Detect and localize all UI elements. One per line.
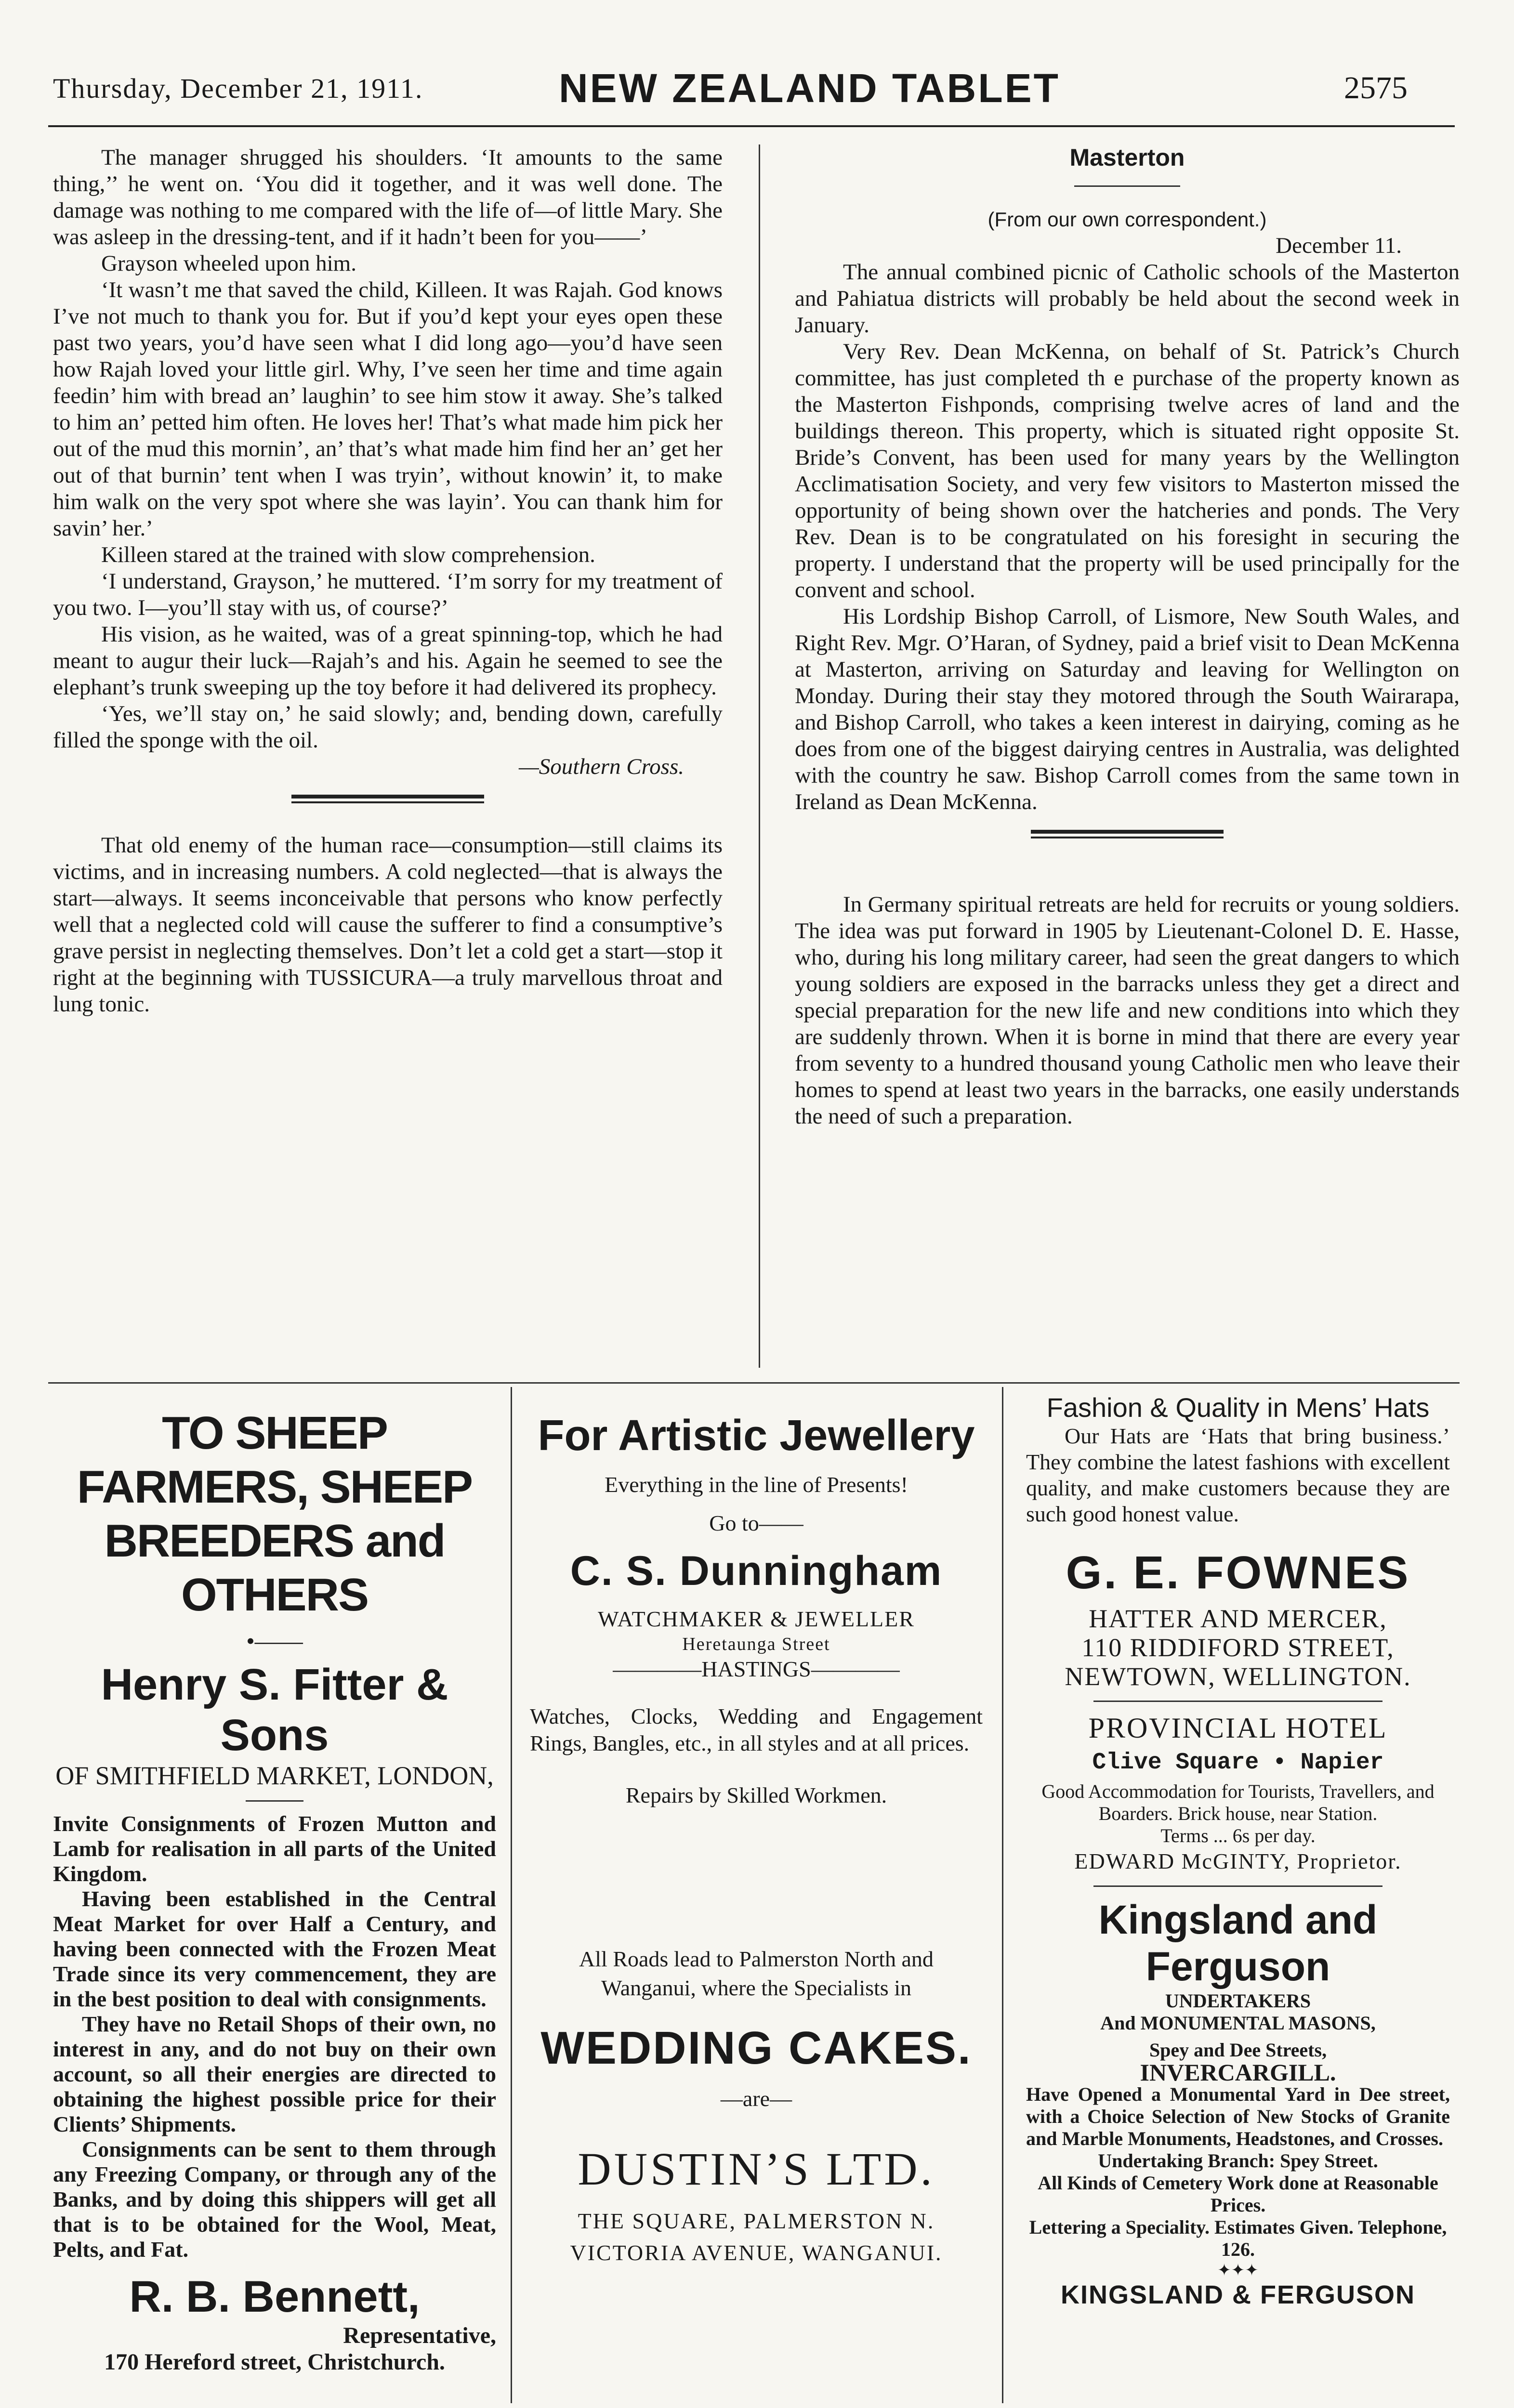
right-column (795, 144, 1460, 1130)
article-paragraph: In Germany spiritual retreats are held for recruits or young soldiers. The idea was put forward in 1905 by Lieutenant-Colonel D. E. Hasse, who, during his long military career, had seen the great dangers to which young soldiers are exposed in the barracks unless they get a direct and special preparation for the new life and new conditions into which they are suddenly thrown. When it is borne in mind that there are every year from seventy to a hundred thousand young Catholic men who leave their homes to spend at least two years in the barracks, one easily understands the need of such a preparation. (795, 892, 1460, 1129)
story-paragraph: ‘It wasn’t me that saved the child, Killeen. It was Rajah. God knows I’ve not much to thank you for. But if you’d kept your eyes open these past two years, you’d have seen what I did long ago—you’d have seen how Rajah loved your little girl. Why, I’ve seen her time and time again feedin’ him with bread an’ laughin’ to see him stow it away. She’s talked to him an’ petted him often. He loves her! That’s what made him pick her out of the mud this mornin’, an’ that’s what made him find her an’ get her out of that burnin’ tent when I was tryin’, without knowin’ it, to make him walk on the very spot where she was layin’. You can thank him for savin’ her.’ (53, 277, 723, 541)
ad-body: Watches, Clocks, Wedding and Engagement Rings, Bangles, etc., in all styles and at all prices. (530, 1704, 983, 1755)
ad-paragraph: They have no Retail Shops of their own, no interest in any, and do not buy on their own account, so all their energies are directed to obtaining the highest possible price for their Clients’ Shipments. (53, 2012, 496, 2136)
ad-branch: Undertaking Branch: Spey Street. (1098, 2150, 1378, 2172)
ad-footer-name: KINGSLAND & FERGUSON (1060, 2280, 1415, 2309)
story-source: —Southern Cross. (519, 754, 684, 779)
ad-address: THE SQUARE, PALMERSTON N. (578, 2209, 935, 2233)
ad-line: —are— (720, 2086, 792, 2111)
ad-repairs: Repairs by Skilled Workmen. (625, 1783, 887, 1807)
ad-headline: Fashion & Quality in Mens’ Hats (1046, 1392, 1430, 1423)
story-paragraph: Killeen stared at the trained with slow comprehension. (101, 542, 595, 567)
ornament-icon: •—— (246, 1627, 303, 1654)
issue-date: Thursday, December 21, 1911. (53, 73, 423, 104)
ad-rep-name: R. B. Bennett, (129, 2272, 420, 2321)
ad-rep-address: 170 Hereford street, Christchurch. (104, 2349, 445, 2375)
ad-town: INVERCARGILL. (1140, 2059, 1336, 2086)
ad-headline: WEDDING CAKES. (540, 2022, 972, 2074)
ad-firm-name: DUSTIN’S LTD. (578, 2143, 935, 2195)
ad-firm-name: Henry S. Fitter & Sons (101, 1660, 448, 1760)
article-heading: Masterton (1069, 144, 1185, 171)
ad-headline: TO SHEEP FARMERS, SHEEP BREEDERS and OTHERS (77, 1407, 473, 1621)
ornament-icon: ✦✦✦ (1217, 2262, 1259, 2279)
left-column (53, 144, 723, 1018)
ad-kinds: All Kinds of Cemetery Work done at Reasonable Prices. (1038, 2172, 1438, 2216)
story-paragraph: ‘I understand, Grayson,’ he muttered. ‘I’m sorry for my treatment of you two. I—you’ll stay with us, of course?’ (53, 569, 723, 620)
ad-firm-name: G. E. FOWNES (1066, 1547, 1410, 1598)
hotel-description: Good Accommodation for Tourists, Travellers, and Boarders. Brick house, near Station. (1041, 1780, 1435, 1824)
ad-body (53, 1811, 496, 2262)
ad-town: ————HASTINGS———— (613, 1657, 900, 1681)
ad-paragraph: Consignments can be sent to them through any Freezing Company, or through any of the Banks, and by doing this shippers will get all that is to be obtained for the Wool, Meat, Pelts, and Fat. (53, 2137, 496, 2262)
story-paragraph: Grayson wheeled upon him. (101, 251, 356, 276)
ad-trade: UNDERTAKERS (1165, 1990, 1311, 2012)
page-header (0, 0, 1514, 120)
page-number: 2575 (1344, 70, 1408, 105)
article-paragraph: Very Rev. Dean McKenna, on behalf of St. Patrick’s Church committee, has just completed th e purchase of the property known as the Masterton Fishponds, comprising twelve acres of land and the buildings thereon. This property, which is situated right opposite St. Bride’s Convent, has been used for many years by the Wellington Acclimatisation Society, and very few visitors to Masterton missed the opportunity of being shown over the hatcheries and ponds. The Very Rev. Dean is to be congratulated on his foresight in securing the property. I understand that the property will be used principally for the convent and school. (795, 339, 1460, 602)
article-paragraph: His Lordship Bishop Carroll, of Lismore, New South Wales, and Right Rev. Mgr. O’Haran, of Sydney, paid a brief visit to Dean McKenna at Masterton, arriving on Saturday and leaving for Wellington on Monday. During their stay they motored through the South Wairarapa, and Bishop Carroll, who takes a keen interest in dairying, coming as he does from one of the biggest dairying centres in Australia, was delighted with the country he saw. Bishop Carroll comes from the same town in Ireland as Dean McKenna. (795, 604, 1460, 814)
ad-street: Heretaunga Street (682, 1634, 830, 1654)
ad-column-rule (1002, 1387, 1003, 2403)
ad-rep-title: Representative, (343, 2323, 496, 2348)
story-paragraph: ‘Yes, we’ll stay on,’ he said slowly; and, bending down, carefully filled the sponge with the oil. (53, 701, 723, 753)
hotel-proprietor: EDWARD McGINTY, Proprietor. (1074, 1849, 1402, 1873)
ad-rule (1093, 1701, 1382, 1702)
hotel-location: Clive Square • Napier (1092, 1750, 1384, 1776)
ad-fitter (53, 1392, 496, 2394)
ad-kingsland (1016, 1897, 1460, 2310)
ad-lettering: Lettering a Speciality. Estimates Given. Telephone, 126. (1029, 2216, 1447, 2260)
ad-fownes (1016, 1392, 1460, 2394)
hotel-terms: Terms ... 6s per day. (1160, 1825, 1316, 1846)
ad-rule (1093, 1885, 1382, 1887)
ad-trade: HATTER AND MERCER, (1089, 1604, 1387, 1633)
story-paragraph: The manager shrugged his shoulders. ‘It amounts to the same thing,’’ he went on. ‘You did it together, and it was well done. The damage was nothing to me compared with the life of—of little Mary. She was asleep in the dressing-tent, and if it hadn’t been for you——’ (53, 145, 723, 249)
ad-streets: Spey and Dee Streets, (1149, 2039, 1327, 2061)
ad-dustin (520, 1945, 992, 2269)
ad-firm-name: C. S. Dunningham (570, 1548, 943, 1594)
ad-address: NEWTOWN, WELLINGTON. (1065, 1662, 1411, 1691)
ad-headline: Kingsland and Ferguson (1098, 1897, 1378, 1989)
header-rule (48, 125, 1455, 127)
ad-headline: For Artistic Jewellery (538, 1412, 975, 1460)
column-rule (759, 144, 760, 1368)
ad-trade: And MONUMENTAL MASONS, (1100, 2012, 1376, 2034)
ads-top-rule (48, 1382, 1460, 1384)
ad-dunningham (520, 1392, 992, 2394)
ad-line: All Roads lead to Palmerston North and Wanganui, where the Specialists in (579, 1947, 934, 2000)
notice-paragraph: That old enemy of the human race—consumption—still claims its victims, and in increasing numbers. A cold neglected—that is always the start—always. It seems inconceivable that persons who know perfectly well that a neglected cold will cause the sufferer to find a consumptive’s grave persist in neglecting themselves. Don’t let a cold get a start—stop it right at the beginning with TUSSICURA—a truly marvellous throat and lung tonic. (53, 833, 723, 1017)
ad-body: Our Hats are ‘Hats that bring business.’ They combine the latest fashions with excellent quality, and make customers because they are such good honest value. (1026, 1424, 1450, 1526)
ad-hotel (1016, 1712, 1460, 1876)
ad-address: VICTORIA AVENUE, WANGANUI. (570, 2240, 943, 2265)
section-divider (291, 795, 484, 803)
story-paragraph: His vision, as he waited, was of a great spinning-top, which he had meant to augur their luck—Rajah’s and his. Again he seemed to see the elephant’s trunk sweeping up the toy before it had delivered its prophecy. (53, 622, 723, 700)
ad-trade: WATCHMAKER & JEWELLER (598, 1607, 915, 1631)
ad-paragraph: Invite Consignments of Frozen Mutton and Lamb for realisation in all parts of the United Kingdom. (53, 1811, 496, 1886)
hotel-name: PROVINCIAL HOTEL (1088, 1712, 1388, 1744)
article-dateline: December 11. (1276, 233, 1402, 258)
ad-rule (246, 1800, 303, 1802)
section-divider (1031, 830, 1224, 838)
heading-rule (1074, 185, 1180, 187)
masthead-title: NEW ZEALAND TABLET (559, 65, 1060, 111)
ad-address: 110 RIDDIFORD STREET, (1081, 1633, 1395, 1662)
ad-body: Have Opened a Monumental Yard in Dee street, with a Choice Selection of New Stocks of Granite and Marble Monuments, Headstones, and Crosses. (1026, 2083, 1450, 2149)
article-paragraph: The annual combined picnic of Catholic schools of the Masterton and Pahiatua districts will probably be held about the second week in January. (795, 260, 1460, 338)
ad-paragraph: Having been established in the Central Meat Market for over Half a Century, and having been connected with the Frozen Meat Trade since its very commencement, they are in the best position to deal with consignments. (53, 1886, 496, 2011)
ad-line: Everything in the line of Presents! (605, 1472, 908, 1497)
ad-line: Go to—— (709, 1511, 803, 1535)
ad-market: OF SMITHFIELD MARKET, LONDON, (55, 1761, 494, 1790)
article-byline: (From our own correspondent.) (987, 208, 1267, 231)
ad-column-rule (511, 1387, 512, 2403)
